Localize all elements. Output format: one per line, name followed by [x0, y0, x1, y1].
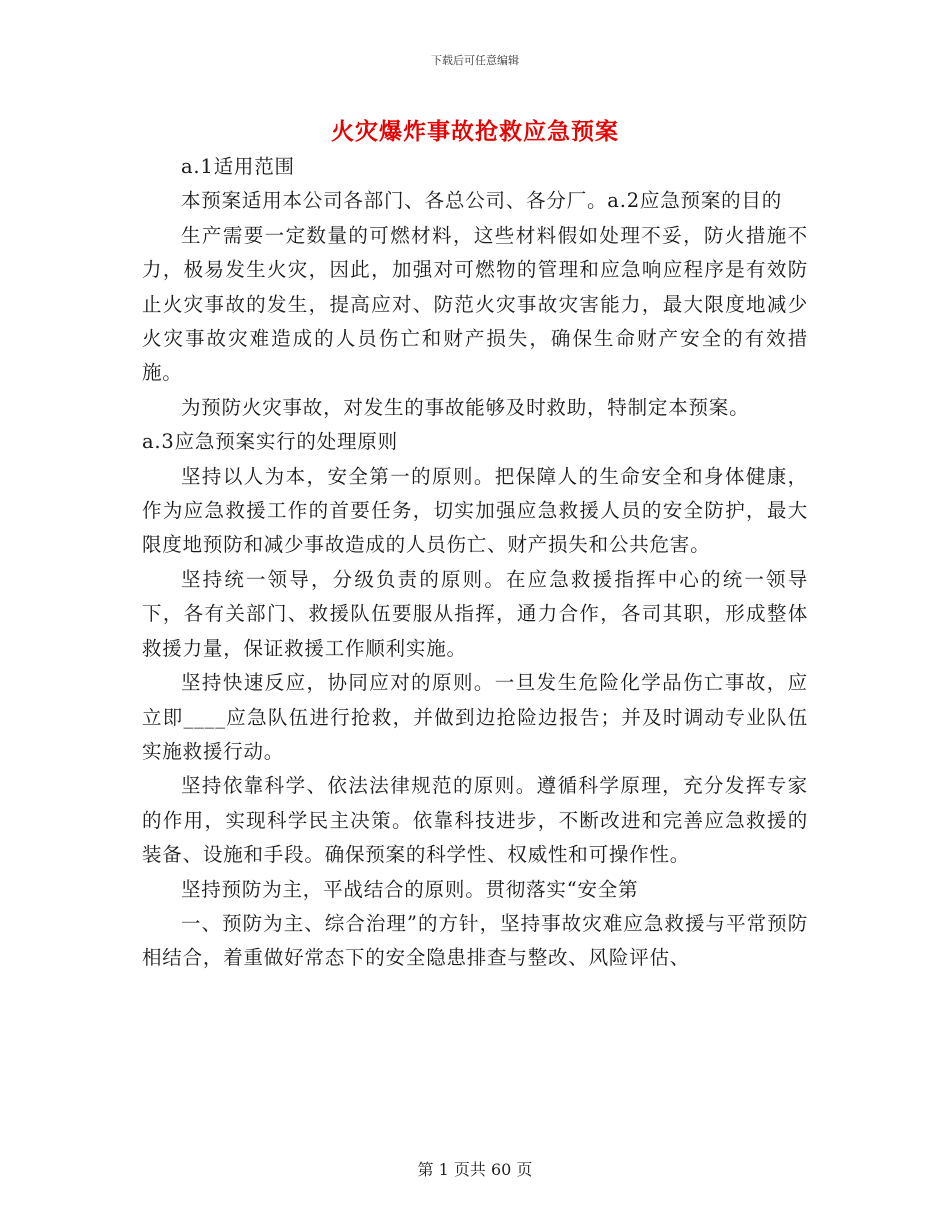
section-heading-principles: a.3应急预案实行的处理原则 — [142, 430, 398, 454]
paragraph-principle-rapid-response: 坚持快速反应，协同应对的原则。一旦发生危险化学品伤亡事故，应立即____应急队伍进行抢救，并做到边抢险边报告；并及时调动专业队伍实施救援行动。 — [142, 671, 808, 763]
section-heading-scope: a.1适用范围 — [181, 155, 295, 178]
paragraph-purpose-summary: 为预防火灾事故，对发生的事故能够及时救助，特制定本预案。 — [181, 395, 750, 419]
paragraph-principle-prevention: 坚持预防为主，平战结合的原则。贯彻落实“安全第 — [181, 877, 639, 901]
paragraph-principle-people-first: 坚持以人为本，安全第一的原则。把保障人的生命安全和身体健康，作为应急救援工作的首要任务，切实加强应急救援人员的安全防护，最大限度地预防和减少事故造成的人员伤亡、财产损失和公共危害。 — [142, 464, 808, 557]
document-title: 火灾爆炸事故抢救应急预案 — [331, 118, 619, 145]
paragraph-prevention-continued: 一、预防为主、综合治理”的方针，坚持事故灾难应急救援与平常预防相结合，着重做好常态下的安全隐患排查与整改、风险评估、 — [142, 911, 808, 970]
document-body — [142, 150, 808, 976]
paragraph-principle-unified-leadership: 坚持统一领导，分级负责的原则。在应急救援指挥中心的统一领导下，各有关部门、救援队伍要服从指挥，通力合作，各司其职，形成整体救援力量，保证救援工作顺利实施。 — [142, 567, 808, 660]
page-number: 第 1 页共 60 页 — [417, 1160, 533, 1179]
paragraph-purpose: 生产需要一定数量的可燃材料，这些材料假如处理不妥，防火措施不力，极易发生火灾，因此，加强对可燃物的管理和应急响应程序是有效防止火灾事故的发生，提高应对、防范火灾事故灾害能力，最大限度地减少火灾事故灾难造成的人员伤亡和财产损失，确保生命财产安全的有效措施。 — [142, 223, 808, 385]
paragraph-scope: 本预案适用本公司各部门、各总公司、各分厂。a.2应急预案的目的 — [181, 189, 783, 213]
page-header-note: 下载后可任意编辑 — [431, 54, 519, 67]
paragraph-principle-science-law: 坚持依靠科学、依法法律规范的原则。遵循科学原理，充分发挥专家的作用，实现科学民主决策。依靠科技进步，不断改进和完善应急救援的装备、设施和手段。确保预案的科学性、权威性和可操作性。 — [142, 774, 808, 867]
